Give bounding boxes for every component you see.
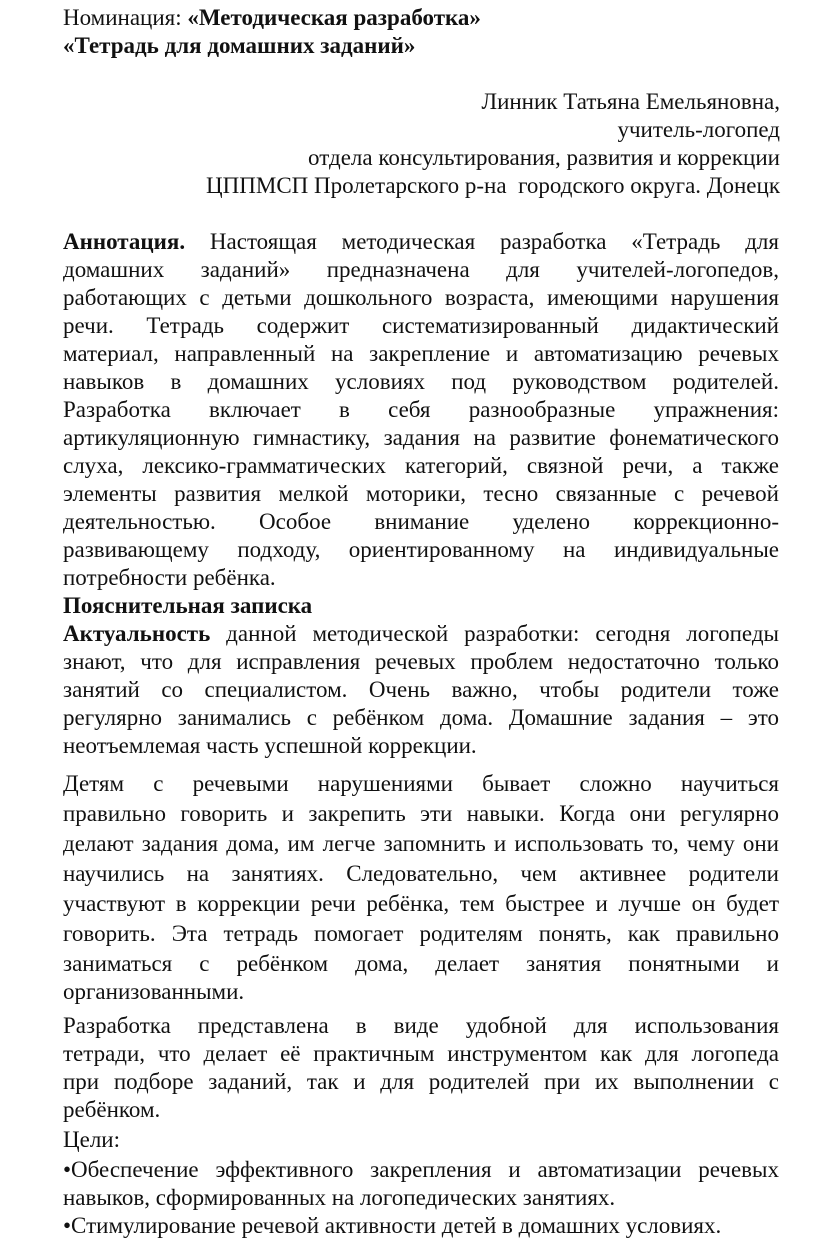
author-department: отдела консультирования, развития и коррекции [308, 145, 780, 170]
annotation-line: работающих с детьми дошкольного возраста, имеющими нарушения [63, 285, 779, 310]
annotation-line: развивающему подходу, ориентированному на индивидуальные [63, 537, 779, 562]
relevance-label: Актуальность [63, 621, 211, 646]
relevance-line: неотъемлемая часть успешной коррекции. [63, 733, 477, 758]
paragraph-line: Детям с речевыми нарушениями бывает сложно научиться [63, 771, 779, 796]
annotation-label: Аннотация. [63, 229, 186, 254]
paragraph-line: делают задания дома, им легче запомнить и использовать то, чему они [63, 831, 779, 856]
nomination-line [63, 4, 481, 32]
goals-label: Цели: [63, 1127, 120, 1152]
relevance-line: знают, что для исправления речевых проблем недостаточно только [63, 649, 779, 674]
paragraph-line: тетради, что делает её практичным инструментом как для логопеда [63, 1041, 779, 1066]
annotation-line: речи. Тетрадь содержит систематизированный дидактический [63, 313, 779, 338]
goal-item: •Обеспечение эффективного закрепления и автоматизации речевых [63, 1157, 779, 1182]
paragraph-line: правильно говорить и закрепить эти навыки. Когда они регулярно [63, 801, 779, 826]
paragraph-line: заниматься с ребёнком дома, делает занятия понятными и [63, 951, 779, 976]
annotation-line: Аннотация. Настоящая методическая разработка «Тетрадь для [63, 229, 779, 254]
paragraph-line: участвуют в коррекции речи ребёнка, тем быстрее и лучше он будет [63, 891, 779, 916]
goal-item: навыков, сформированных на логопедических занятиях. [63, 1185, 616, 1210]
author-name: Линник Татьяна Емельяновна, [481, 89, 780, 114]
nomination-value: «Методическая разработка» [187, 5, 481, 30]
annotation-line: Разработка включает в себя разнообразные упражнения: [63, 397, 779, 422]
paragraph-line: говорить. Эта тетрадь помогает родителям понять, как правильно [63, 921, 779, 946]
paragraph-line: научились на занятиях. Следовательно, чем активнее родители [63, 861, 779, 886]
section-heading: Пояснительная записка [63, 593, 313, 618]
author-position: учитель-логопед [617, 117, 780, 142]
annotation-line: элементы развития мелкой моторики, тесно связанные с речевой [63, 481, 779, 506]
annotation-line: слуха, лексико-грамматических категорий, связной речи, а также [63, 453, 779, 478]
document-title: «Тетрадь для домашних заданий» [63, 33, 416, 58]
relevance-line: регулярно занимались с ребёнком дома. Домашние задания – это [63, 705, 779, 730]
paragraph-line: ребёнком. [63, 1097, 161, 1122]
author-organization: ЦППМСП Пролетарского р-на городского округа. Донецк [206, 173, 780, 198]
paragraph-line: организованными. [63, 979, 245, 1004]
annotation-line: деятельностью. Особое внимание уделено коррекционно- [63, 509, 779, 534]
annotation-line: материал, направленный на закрепление и автоматизацию речевых [63, 341, 779, 366]
annotation-line: навыков в домашних условиях под руководством родителей. [63, 369, 779, 394]
annotation-line: домашних заданий» предназначена для учителей-логопедов, [63, 257, 779, 282]
paragraph-line: Разработка представлена в виде удобной для использования [63, 1013, 779, 1038]
relevance-line: Актуальность данной методической разработки: сегодня логопеды [63, 621, 779, 646]
paragraph-line: при подборе заданий, так и для родителей при их выполнении с [63, 1069, 779, 1094]
relevance-line: занятий со специалистом. Очень важно, чтобы родители тоже [63, 677, 779, 702]
annotation-line: артикуляционную гимнастику, задания на развитие фонематического [63, 425, 779, 450]
nomination-label: Номинация: [63, 5, 188, 30]
annotation-line: потребности ребёнка. [63, 565, 276, 590]
goal-item: •Стимулирование речевой активности детей в домашних условиях. [63, 1213, 722, 1238]
